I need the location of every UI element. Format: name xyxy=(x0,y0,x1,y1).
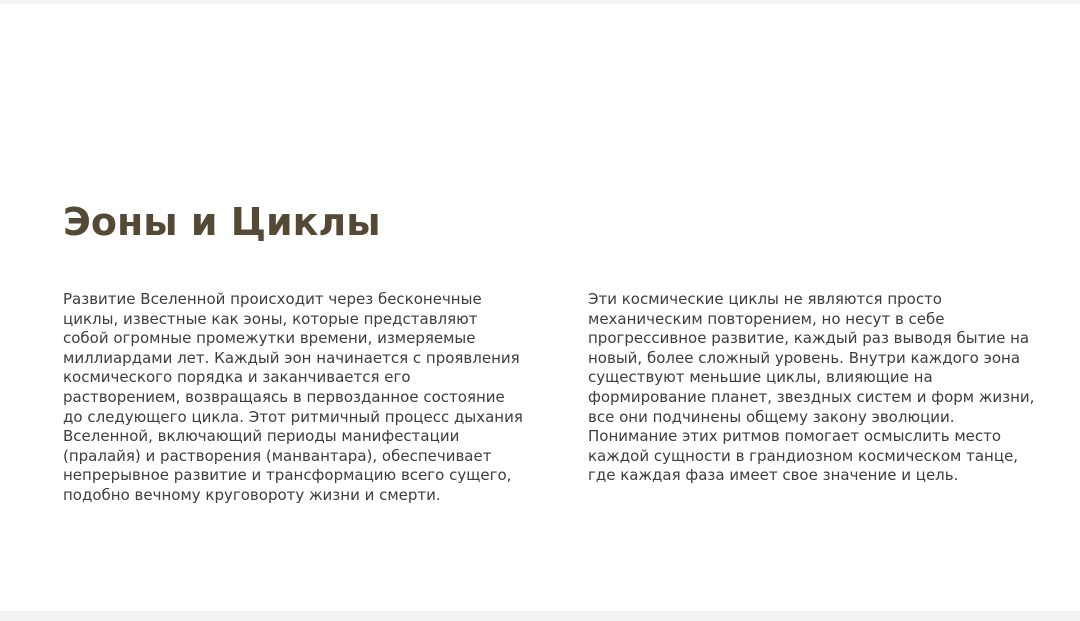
left-paragraph: Развитие Вселенной происходит через бесконечные циклы, известные как эоны, которые представляют собой огромные промежутки времени, измеряемые миллиардами лет. Каждый эон начинается с проявления космического порядка и заканчивается его растворением, возвращаясь в первозданное состояние до следующего цикла. Этот ритмичный процесс дыхания Вселенной, включающий периоды манифестации (пралайя) и растворения (манвантара), обеспечивает непрерывное развитие и трансформацию всего сущего, подобно вечному круговороту жизни и смерти. xyxy=(63,290,523,504)
slide xyxy=(0,4,1080,611)
right-paragraph: Эти космические циклы не являются просто механическим повторением, но несут в себе прогрессивное развитие, каждый раз выводя бытие на новый, более сложный уровень. Внутри каждого эона существуют меньшие циклы, влияющие на формирование планет, звездных систем и форм жизни, все они подчинены общему закону эволюции. Понимание этих ритмов помогает осмыслить место каждой сущности в грандиозном космическом танце, где каждая фаза имеет свое значение и цель. xyxy=(588,290,1035,485)
slide-title: Эоны и Циклы xyxy=(63,200,381,244)
